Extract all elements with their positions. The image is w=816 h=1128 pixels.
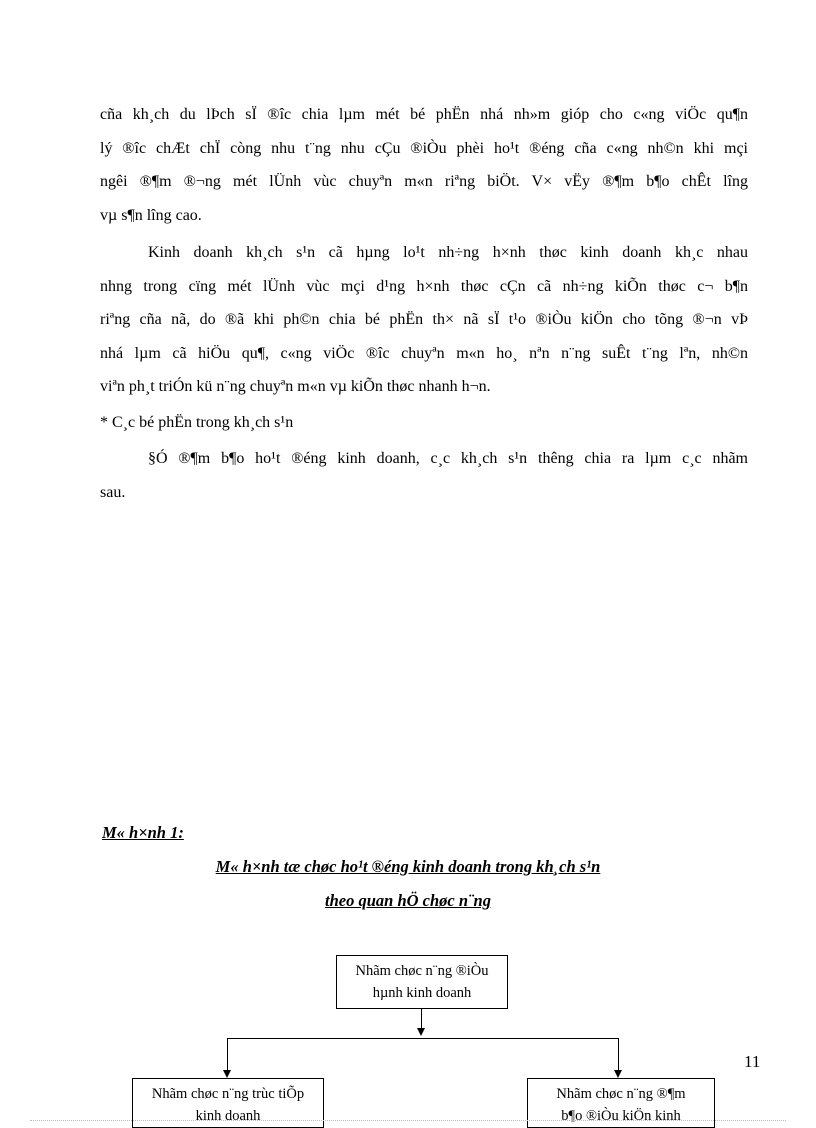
paragraph-3 [100, 442, 748, 509]
box-text: Nhãm chøc n¨ng ®¶m [556, 1086, 686, 1102]
text-line: Kinh doanh kh¸ch s¹n cã hµng lo¹t nh÷ng h×nh thøc kinh doanh kh¸c nhau [148, 244, 748, 261]
text-line: vµ s¶n lîng cao. [100, 206, 202, 224]
box-text: Nhãm chøc n¨ng ®iÒu [355, 963, 489, 979]
box-text: b¶o ®iÒu kiÖn kinh [561, 1108, 681, 1124]
top-function-box [336, 955, 508, 1009]
figure-title-line-2: theo quan hÖ chøc n¨ng [325, 891, 491, 910]
page-number: 11 [744, 1052, 761, 1071]
text-line: * C¸c bé phËn trong kh¸ch s¹n [100, 414, 294, 431]
connector-line [227, 1038, 619, 1039]
arrow-down-icon [223, 1070, 231, 1078]
text-line: nhá lµm cã hiÖu qu¶, c«ng viÖc ®îc chuyªn m«n ho¸ nªn n¨ng suÊt t¨ng lªn, nh©n [100, 344, 748, 362]
text-line: sau. [100, 483, 126, 501]
page-bottom-rule [30, 1120, 786, 1121]
arrow-down-icon [417, 1028, 425, 1036]
text-line: riªng cña nã, do ®ã khi ph©n chia bé phËn th× nã sÏ t¹o ®iÒu kiÖn cho tõng ®¬n vÞ [100, 311, 748, 328]
text-line: viªn ph¸t triÓn kü n¨ng chuyªn m«n vµ kiÕn thøc nhanh h¬n. [100, 378, 491, 395]
paragraph-2 [100, 236, 748, 404]
arrow-down-icon [614, 1070, 622, 1078]
box-text: Nhãm chøc n¨ng trùc tiÕp [151, 1086, 305, 1102]
connector-line [618, 1038, 619, 1070]
figure-title-line-1: M« h×nh tæ chøc ho¹t ®éng kinh doanh trong kh¸ch s¹n [215, 857, 601, 876]
section-heading [100, 406, 748, 440]
text-line: ngêi ®¶m ®¬ng mét lÜnh vùc chuyªn m«n riªng biÖt. V× vËy ®¶m b¶o chÊt lîng [100, 173, 748, 190]
paragraph-1 [100, 98, 748, 232]
text-line: cña kh¸ch du lÞch sÏ ®îc chia lµm mét bé phËn nhá nh»m gióp cho c«ng viÖc qu¶n [100, 106, 748, 123]
figure-label: M« h×nh 1: [102, 823, 184, 842]
connector-line [421, 1009, 422, 1029]
connector-line [227, 1038, 228, 1070]
text-line: §Ó ®¶m b¶o ho¹t ®éng kinh doanh, c¸c kh¸ch s¹n thêng chia ra lµm c¸c nhãm [148, 450, 748, 467]
box-text: kinh doanh [195, 1108, 261, 1124]
text-line: nhng trong cïng mét lÜnh vùc mçi d¹ng h×nh thøc cÇn cã nh÷ng kiÕn thøc c¬ b¶n [100, 277, 748, 295]
text-line: lý ®îc chÆt chÏ còng nhu t¨ng nhu cÇu ®iÒu phèi ho¹t ®éng cña c«ng nh©n khi mçi [100, 139, 748, 157]
box-text: hµnh kinh doanh [372, 985, 472, 1001]
